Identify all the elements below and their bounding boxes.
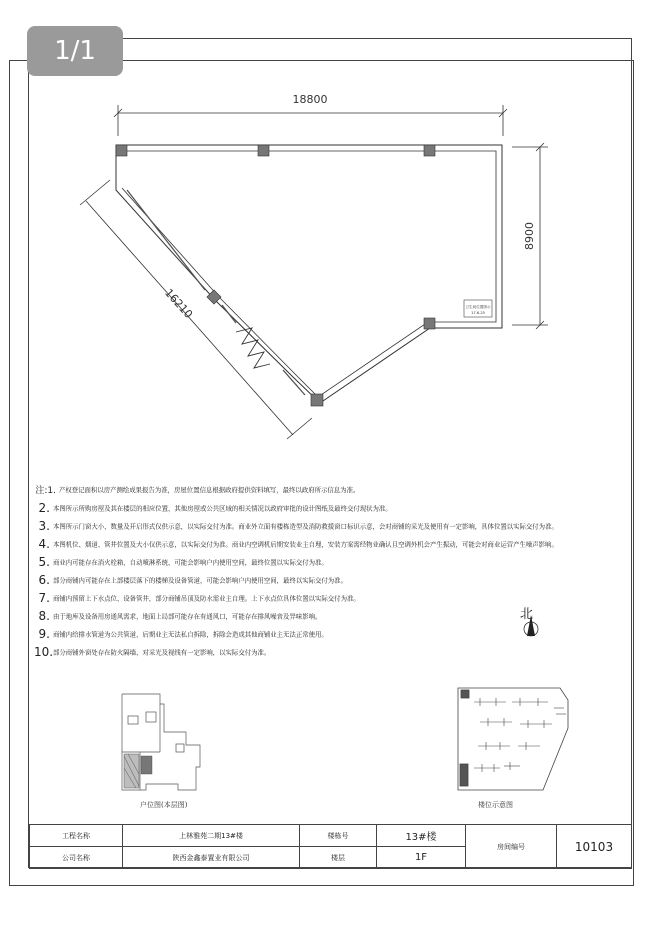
- room-no-value: 10103: [557, 825, 632, 869]
- note-text: 本图所示所购房屋及其在楼层的相应位置，其他房屋或公共区域的相关情况以政府审批的设计图纸及最终交付现状为准。: [53, 504, 392, 513]
- note-number: 8.: [38, 609, 50, 623]
- note-text: 产权登记面积以房产测绘成果报告为准，房屋位置信息根据政府提供资料填写，最终以政府所示信息为准。: [59, 486, 360, 494]
- note-item: [34, 483, 359, 496]
- note-text: 部分商铺外窗处存在防火隔墙，对采光及视线有一定影响，以实际交付为准。: [53, 648, 271, 657]
- plan-tag-line1: 卫生间位置图示: [465, 305, 491, 309]
- note-number: 注:1.: [35, 486, 56, 496]
- dimension-top: [114, 105, 507, 136]
- north-label: 北: [520, 607, 534, 622]
- note-item: [34, 627, 328, 641]
- note-text: 本图所示门窗大小、数量及开启形式仅供示意，以实际交付为准。商业外立面有楼栋造型及消防救援窗口标识示意，会对商铺的采光及使用有一定影响，具体位置以实际交付为准。: [53, 522, 558, 531]
- note-item: [34, 537, 558, 551]
- title-block: [29, 824, 632, 869]
- note-number: 6.: [38, 573, 50, 587]
- building-no-label: 楼栋号: [300, 825, 377, 847]
- note-number: 10.: [34, 645, 54, 659]
- note-item: [34, 555, 328, 569]
- unit-location-caption: 户位图(本层图): [140, 801, 188, 809]
- note-text: 本图机位、烟道、管井位置及大小仅供示意，以实际交付为准。商业内空调机后期安装业主自理，安装方案需经物业确认且空调外机会产生振动，可能会对商业运营产生噪声影响。: [53, 540, 558, 549]
- plan-tag-line2: 17.6-25: [471, 311, 485, 315]
- floor-plan-walls: [116, 145, 502, 403]
- project-name-label: 工程名称: [30, 825, 123, 847]
- note-number: 2.: [38, 501, 50, 515]
- note-item: [34, 573, 347, 587]
- note-number: 7.: [38, 591, 50, 605]
- floor-label: 楼层: [300, 847, 377, 869]
- note-text: 部分商铺内可能存在上部楼层落下的楼梯及设备管道，可能会影响户内使用空间，最终以实际交付为准。: [53, 576, 347, 585]
- building-location-diagram: [458, 688, 568, 790]
- note-text: 商铺内预留上下水点位、设备管井，部分商铺吊顶及防水需业主自理。上下水点位具体位置以实际交付为准。: [53, 594, 360, 603]
- company-name-label: 公司名称: [30, 847, 123, 869]
- dimension-diagonal-label: 16210: [162, 286, 196, 322]
- note-text: 由于地库及设备用房通风需求，地面上局部可能存在有通风口，可能存在排风噪音及异味影响。: [53, 612, 322, 621]
- note-item: [34, 501, 392, 515]
- unit-highlight: [124, 754, 152, 788]
- note-item: [34, 609, 321, 623]
- dimension-top-label: 18800: [292, 93, 328, 106]
- company-name-value: 陕西金鑫泰置业有限公司: [123, 847, 300, 869]
- dimension-diagonal: [80, 180, 312, 439]
- floor-value: 1F: [377, 847, 466, 869]
- note-item: [34, 591, 360, 605]
- wall-break-symbol: [236, 328, 270, 368]
- building-location-caption: 楼位示意图: [478, 801, 513, 809]
- note-item: [34, 519, 558, 533]
- structural-columns: [116, 145, 435, 406]
- note-number: 3.: [38, 519, 50, 533]
- note-text: 商业内可能存在消火栓箱，自动喷淋系统，可能会影响户内使用空间，最终位置以实际交付为准。: [53, 558, 328, 567]
- note-text: 商铺内给排水管道为公共管道，后期业主无法私自拆除，拆除会造成其他商铺业主无法正常使用。: [53, 630, 328, 639]
- note-number: 9.: [38, 627, 50, 641]
- dimension-right-label: 8900: [523, 222, 536, 250]
- building-no-value: 13#楼: [377, 825, 466, 847]
- page-indicator: 1/1: [27, 26, 123, 76]
- note-number: 5.: [38, 555, 50, 569]
- project-name-value: 上林雅苑二期13#楼: [123, 825, 300, 847]
- note-number: 4.: [38, 537, 50, 551]
- room-no-label: 房间编号: [466, 825, 557, 869]
- note-item: [34, 645, 270, 659]
